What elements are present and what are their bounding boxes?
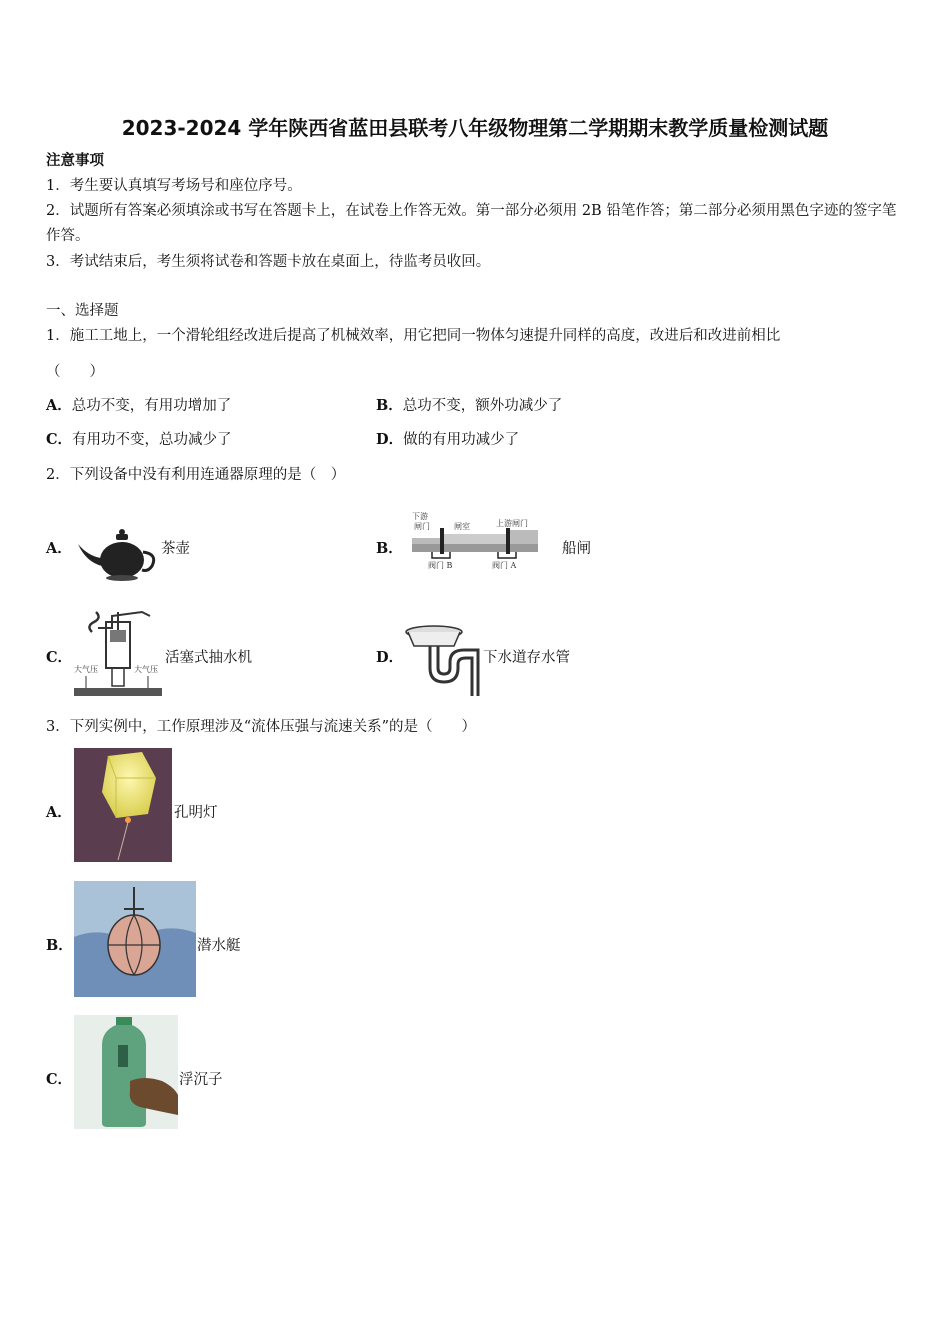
- lock-label-downstream: 下游: [412, 512, 428, 521]
- page-title: 2023-2024 学年陕西省蓝田县联考八年级物理第二学期期末教学质量检测试题: [121, 116, 829, 140]
- q1-option-a-label: A．: [46, 397, 72, 414]
- sky-lantern-photo[interactable]: [74, 748, 172, 862]
- q2-option-c-label: C．: [46, 649, 73, 666]
- notice-heading: 注意事项: [46, 152, 104, 169]
- q1-option-d[interactable]: [376, 430, 519, 450]
- q2-option-c-text: 活塞式抽水机: [165, 650, 252, 666]
- q1-option-d-label: D．: [376, 431, 404, 448]
- pump-label-atm-left: 大气压: [74, 665, 98, 674]
- q2-option-d-label: D．: [376, 649, 404, 666]
- q1-option-b-text: 总功不变，额外功减少了: [402, 398, 563, 414]
- notice-item-1: 1．考生要认真填写考场号和座位序号。: [46, 178, 302, 194]
- q2-option-b-label: B．: [376, 540, 403, 557]
- q1-option-a[interactable]: [46, 396, 231, 416]
- q2-option-a-label: A．: [46, 540, 72, 557]
- drain-trap-diagram[interactable]: [404, 624, 480, 698]
- q3-option-a-label: A．: [46, 804, 72, 821]
- lock-label-valve-b: 阀门 B: [428, 561, 453, 570]
- q1-paren: （ ）: [46, 364, 104, 380]
- teapot-image[interactable]: [76, 526, 160, 582]
- lock-label-chamber: 闸室: [454, 522, 470, 531]
- q3-option-a-text: 孔明灯: [174, 805, 218, 821]
- ship-lock-diagram[interactable]: [410, 510, 550, 572]
- submarine-photo[interactable]: [74, 881, 196, 997]
- q3-option-c-label: C．: [46, 1071, 73, 1088]
- q1-option-d-text: 做的有用功减少了: [403, 432, 520, 448]
- lock-label-valve-a: 阀门 A: [492, 561, 517, 570]
- lock-label-upstream-gate: 上游闸门: [496, 519, 528, 528]
- notice-item-2: 2．试题所有答案必须填涂或书写在答题卡上，在试卷上作答无效。第一部分必须用 2B 铅笔作答；第二部分必须用黑色字迹的签字笔作答。: [46, 203, 897, 244]
- pump-label-atm-right: 大气压: [134, 665, 158, 674]
- q3-option-b-label: B．: [46, 937, 73, 954]
- q2-option-a-text: 茶壶: [161, 541, 190, 557]
- q1-option-c[interactable]: [46, 430, 232, 450]
- q1-option-b-label: B．: [376, 397, 403, 414]
- q3-option-c-text: 浮沉子: [179, 1072, 223, 1088]
- notice-item-3: 3．考试结束后，考生须将试卷和答题卡放在桌面上，待监考员收回。: [46, 254, 491, 270]
- q2-stem: 2．下列设备中没有利用连通器原理的是（ ）: [46, 467, 346, 483]
- q3-option-b-text: 潜水艇: [197, 938, 241, 954]
- q1-option-b[interactable]: [376, 396, 562, 416]
- q1-stem: 1．施工工地上，一个滑轮组经改进后提高了机械效率，用它把同一物体匀速提升同样的高度，改进后和改进前相比: [46, 328, 781, 344]
- q1-option-a-text: 总功不变，有用功增加了: [71, 398, 232, 414]
- section-heading: 一、选择题: [46, 303, 119, 319]
- lock-label-downstream-gate: 闸门: [414, 522, 430, 531]
- q2-option-b-text: 船闸: [562, 541, 591, 557]
- q1-option-c-text: 有用功不变，总功减少了: [72, 432, 232, 448]
- cartesian-diver-photo[interactable]: [74, 1015, 178, 1129]
- piston-pump-diagram[interactable]: [72, 608, 164, 698]
- q2-option-d-text: 下水道存水管: [483, 650, 570, 666]
- q1-option-c-label: C．: [46, 431, 73, 448]
- q3-stem: 3．下列实例中，工作原理涉及“流体压强与流速关系”的是（ ）: [46, 719, 477, 735]
